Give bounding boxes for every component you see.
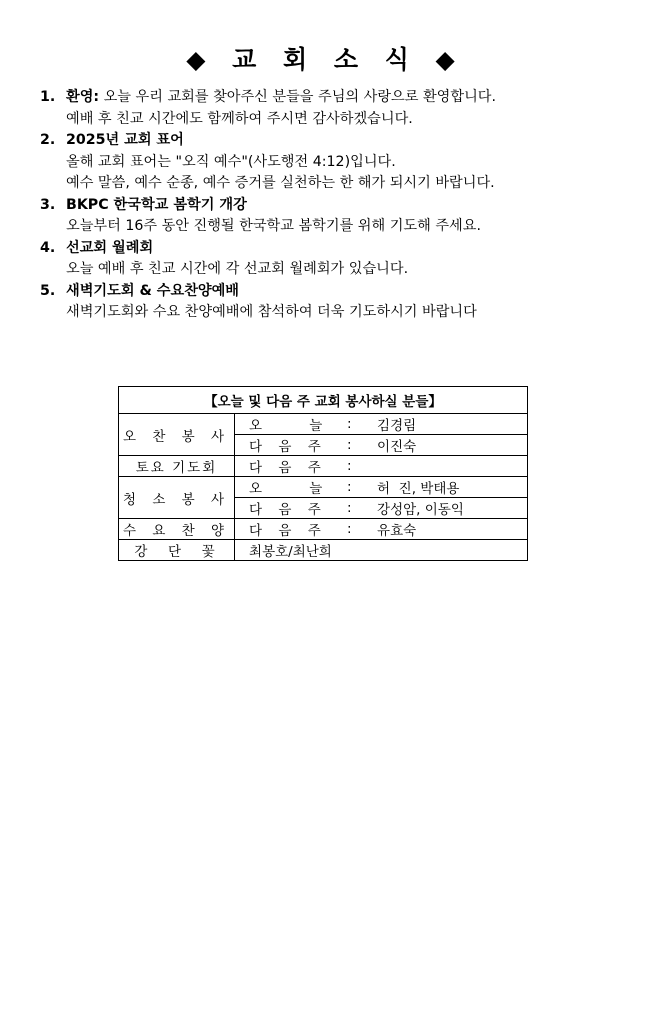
notice-item [40,130,630,195]
colon: : [347,479,352,495]
colon: : [347,500,352,516]
notice-number: 3. [40,196,56,213]
date-label: 다 음 주 [249,502,327,518]
table-row [119,477,528,498]
notice-item [40,281,630,324]
colon: : [347,416,352,432]
notice-heading: 선교회 월례회 [66,239,154,256]
role-cell: 강 단 꽃 [119,540,235,561]
table-header: 【오늘 및 다음 주 교회 봉사하실 분들】 [119,387,528,414]
table-header-row [119,387,528,414]
notice-number: 1. [40,89,56,105]
table-row [119,540,528,561]
notice-heading: 새벽기도회 & 수요찬양예배 [66,282,240,299]
date-label: 다 음 주 [249,439,327,455]
role-cell: 토요 기도회 [119,456,235,477]
notice-number: 2. [40,132,56,148]
names-cell: 이진숙 [377,439,417,455]
names-cell: 유효숙 [377,523,417,539]
notice-heading: 2025년 교회 표어 [66,132,184,148]
page-title: ◆ 교 회 소 식 ◆ [186,45,464,74]
notice-number: 4. [40,239,56,256]
notice-line: 오늘 예배 후 친교 시간에 각 선교회 월례회가 있습니다. [66,261,409,277]
notice-item [40,238,630,281]
notice-line: 새벽기도회와 수요 찬양예배에 참석하여 더욱 기도하시기 바랍니다 [66,304,477,320]
date-label: 다 음 주 [249,523,327,539]
notice-line: 올해 교회 표어는 "오직 예수"(사도행전 4:12)입니다. [66,153,396,170]
colon: : [347,437,352,453]
service-table [118,386,528,561]
notice-line: 오늘부터 16주 동안 진행될 한국학교 봄학기를 위해 기도해 주세요. [66,218,481,234]
notice-line: 예수 말씀, 예수 순종, 예수 증거를 실천하는 한 해가 되시기 바랍니다. [66,175,495,191]
notice-item [40,195,630,238]
notice-heading: BKPC 한국학교 봄학기 개강 [66,196,247,213]
table-row [119,456,528,477]
notice-heading: 환영: [66,89,100,105]
names-cell: 김경림 [377,418,417,434]
notice-number: 5. [40,282,56,299]
table-row [119,519,528,540]
notice-item [40,87,630,130]
notice-line: 예배 후 친교 시간에도 함께하여 주시면 감사하겠습니다. [66,110,413,127]
names-cell: 허 진, 박태용 [377,481,460,497]
notice-list [40,87,630,324]
colon: : [347,458,352,474]
names-cell: 강성암, 이동익 [377,502,464,518]
date-label: 오 늘 [249,418,329,434]
role-cell: 수 요 찬 양 [119,519,235,540]
date-label: 다 음 주 [249,460,327,476]
table-row [119,414,528,435]
role-cell: 청 소 봉 사 [119,477,235,519]
role-cell: 오 찬 봉 사 [119,414,235,456]
colon: : [347,521,352,537]
names-cell: 최봉호/최난희 [235,540,528,561]
notice-heading-text: 오늘 우리 교회를 찾아주신 분들을 주님의 사랑으로 환영합니다. [99,89,497,105]
date-label: 오 늘 [249,481,329,497]
